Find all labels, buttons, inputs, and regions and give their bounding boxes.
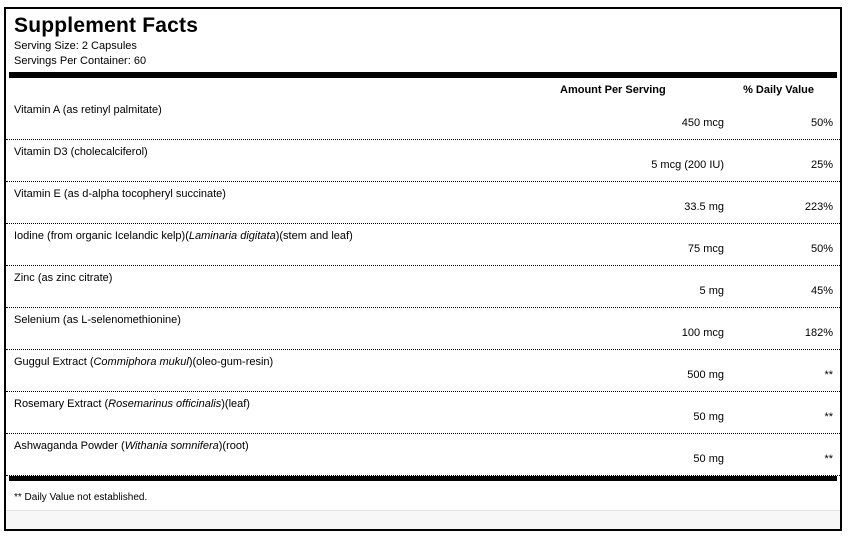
- ingredient-name-text: Ashwaganda Powder (: [14, 440, 125, 452]
- ingredient-name-text: Selenium (as L-selenomethionine): [14, 314, 181, 326]
- column-header-percent-daily-value: % Daily Value: [743, 84, 814, 96]
- ingredient-name-suffix: )(leaf): [221, 398, 250, 410]
- ingredient-name: [14, 440, 249, 452]
- ingredient-name: [14, 272, 112, 284]
- amount-per-serving-value: 75 mcg: [687, 243, 724, 255]
- ingredient-table: [6, 98, 840, 476]
- bottom-strip: [6, 510, 840, 529]
- table-row: [6, 392, 840, 434]
- ingredient-name-text: Vitamin D3 (cholecalciferol): [14, 146, 148, 158]
- ingredient-name-text: Vitamin A (as retinyl palmitate): [14, 104, 162, 116]
- percent-daily-value: 50%: [810, 243, 833, 255]
- amount-per-serving-value: 500 mg: [687, 369, 724, 381]
- ingredient-name-text: Iodine (from organic Icelandic kelp)(: [14, 230, 189, 242]
- ingredient-name: [14, 398, 250, 410]
- percent-daily-value: **: [824, 411, 833, 423]
- table-row: [6, 98, 840, 140]
- ingredient-name-italic: Laminaria digitata: [188, 230, 276, 242]
- servings-per-container-text: Servings Per Container: 60: [14, 55, 147, 67]
- amount-per-serving-value: 100 mcg: [681, 327, 724, 339]
- divider-bottom-thick: [9, 476, 837, 481]
- ingredient-name: [14, 314, 181, 326]
- percent-daily-value: 182%: [804, 327, 833, 339]
- serving-size-text: Serving Size: 2 Capsules: [14, 40, 137, 52]
- percent-daily-value: 223%: [804, 201, 833, 213]
- ingredient-name: [14, 104, 162, 116]
- ingredient-name-italic: Rosemarinus officinalis: [108, 398, 222, 410]
- amount-per-serving-value: 50 mg: [693, 453, 724, 465]
- ingredient-name-suffix: )(root): [218, 440, 249, 452]
- amount-per-serving-value: 50 mg: [693, 411, 724, 423]
- percent-daily-value: 45%: [810, 285, 833, 297]
- ingredient-name-text: Guggul Extract (: [14, 356, 94, 368]
- ingredient-name: [14, 188, 226, 200]
- table-row: [6, 182, 840, 224]
- ingredient-name-suffix: )(stem and leaf): [275, 230, 353, 242]
- supplement-facts-panel: [4, 7, 842, 531]
- ingredient-name: [14, 356, 273, 368]
- panel-title: Supplement Facts: [14, 14, 199, 37]
- amount-per-serving-value: 33.5 mg: [684, 201, 724, 213]
- percent-daily-value: **: [824, 453, 833, 465]
- footnote-text: ** Daily Value not established.: [14, 492, 148, 503]
- ingredient-name-suffix: )(oleo-gum-resin): [188, 356, 274, 368]
- amount-per-serving-value: 5 mg: [699, 285, 724, 297]
- table-row: [6, 140, 840, 182]
- ingredient-name-italic: Commiphora mukul: [93, 356, 189, 368]
- amount-per-serving-value: 5 mcg (200 IU): [651, 159, 724, 171]
- table-row: [6, 434, 840, 476]
- table-row: [6, 350, 840, 392]
- table-row: [6, 224, 840, 266]
- ingredient-name-text: Rosemary Extract (: [14, 398, 109, 410]
- ingredient-name: [14, 146, 148, 158]
- percent-daily-value: **: [824, 369, 833, 381]
- column-header-amount-per-serving: Amount Per Serving: [560, 84, 666, 96]
- percent-daily-value: 25%: [810, 159, 833, 171]
- ingredient-name-text: Zinc (as zinc citrate): [14, 272, 113, 284]
- ingredient-name-italic: Withania somnifera: [124, 440, 219, 452]
- table-row: [6, 266, 840, 308]
- table-row: [6, 308, 840, 350]
- column-headers-row: [6, 78, 840, 98]
- ingredient-name: [14, 230, 353, 242]
- ingredient-name-text: Vitamin E (as d-alpha tocopheryl succinate): [14, 188, 226, 200]
- amount-per-serving-value: 450 mcg: [681, 117, 724, 129]
- percent-daily-value: 50%: [810, 117, 833, 129]
